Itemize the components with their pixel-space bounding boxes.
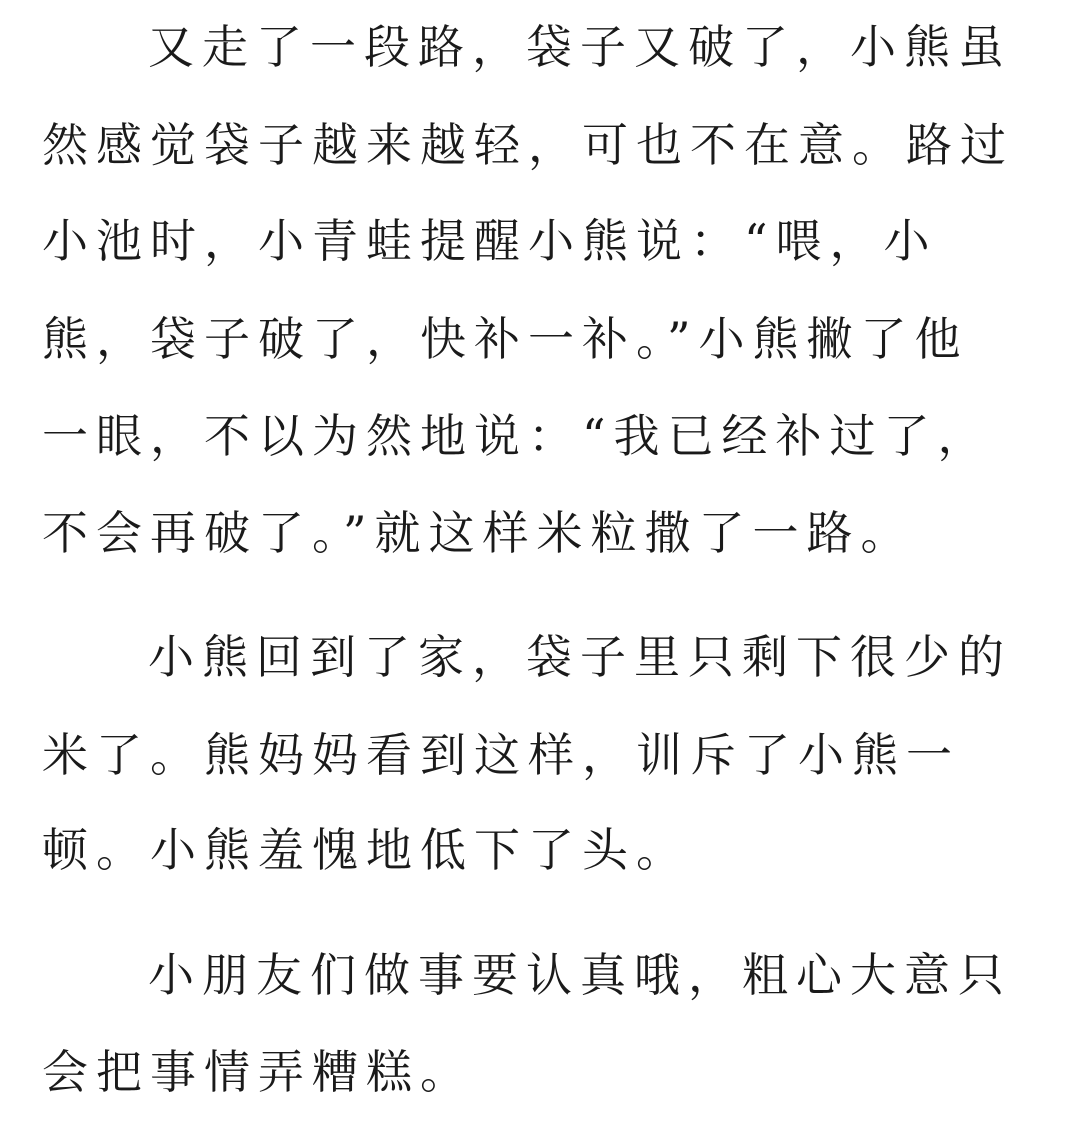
text-line: 然感觉袋子越来越轻，可也不在意。路过 — [42, 118, 1014, 172]
text-line: 小池时，小青蛙提醒小熊说：“喂，小 — [42, 214, 938, 268]
text-line: 小熊回到了家，袋子里只剩下很少的 — [148, 630, 1012, 684]
text-line: 又走了一段路，袋子又破了，小熊虽 — [148, 20, 1012, 74]
text-line: 会把事情弄糟糕。 — [42, 1045, 474, 1099]
text-line: 小朋友们做事要认真哦，粗心大意只 — [148, 948, 1012, 1002]
text-line: 一眼，不以为然地说：“我已经补过了， — [42, 409, 992, 463]
text-line: 顿。小熊羞愧地低下了头。 — [42, 823, 690, 877]
text-line: 米了。熊妈妈看到这样，训斥了小熊一 — [42, 728, 960, 782]
text-line: 不会再破了。”就这样米粒撒了一路。 — [42, 506, 915, 560]
text-line: 熊，袋子破了，快补一补。”小熊撇了他 — [42, 312, 969, 366]
